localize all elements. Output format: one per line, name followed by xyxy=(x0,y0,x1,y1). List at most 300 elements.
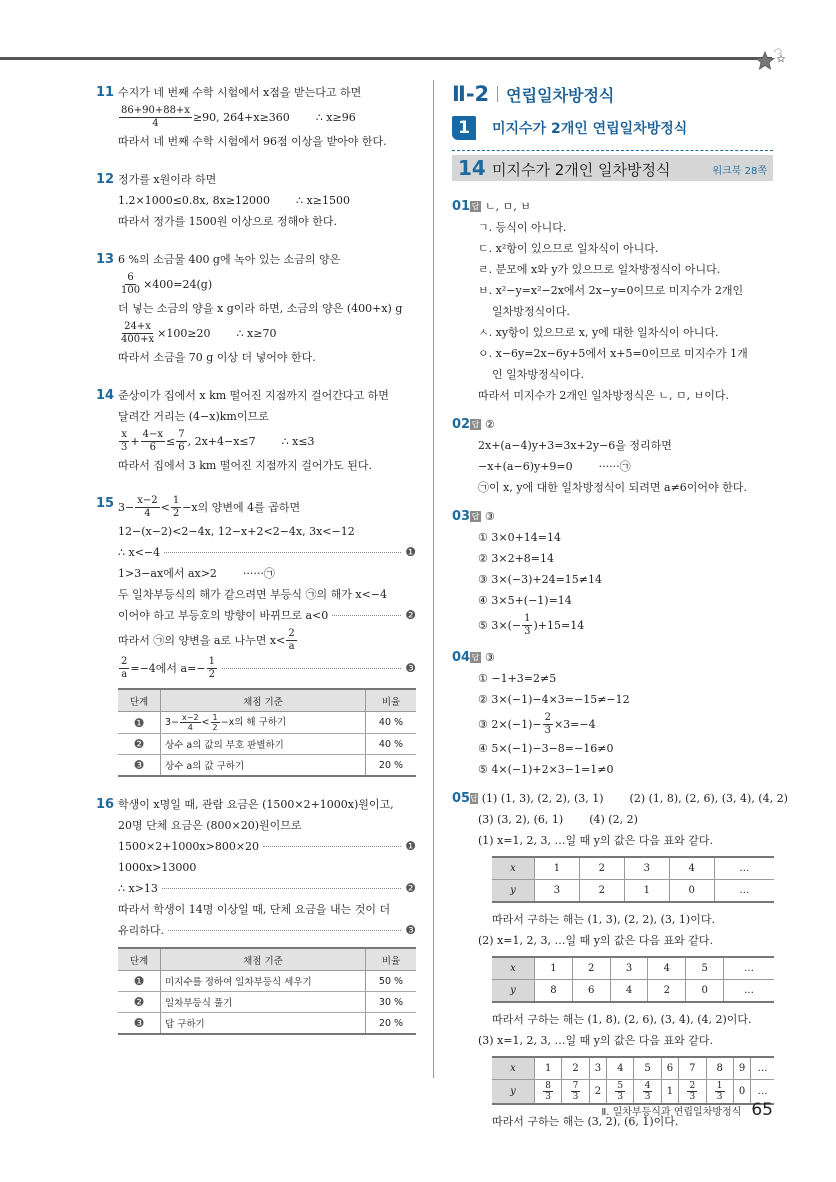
fraction xyxy=(615,1081,625,1102)
value-cell: 6 xyxy=(661,1057,678,1080)
value-table xyxy=(492,956,774,1003)
lesson-bar xyxy=(452,155,773,181)
math-text: (4) (2, 2) xyxy=(589,813,638,826)
fraction-denominator: 3 xyxy=(545,1092,552,1102)
problem-first-line xyxy=(470,788,788,809)
solution-line xyxy=(118,654,416,682)
value-cell: 4 xyxy=(610,980,648,1003)
solution-line xyxy=(118,605,416,626)
value-row-x xyxy=(492,957,774,980)
math-text: −x의 해 구하기 xyxy=(220,717,287,728)
fraction-numerator: 1 xyxy=(212,713,218,722)
answer-badge-icon: 답 xyxy=(471,512,480,521)
value-cell: … xyxy=(751,1057,774,1080)
math-text: 달려간 거리는 (4−x)km이므로 xyxy=(118,410,269,423)
fraction-numerator: 6 xyxy=(127,271,134,283)
scoring-row xyxy=(118,755,416,777)
math-text: ① −1+3=2≠5 xyxy=(478,672,557,685)
math-text: ㄷ. x²항이 있으므로 일차식이 아니다. xyxy=(478,242,659,255)
solution-line xyxy=(118,103,416,131)
value-cell: 1 xyxy=(624,880,669,903)
math-text: 6 %의 소금물 400 g에 녹아 있는 소금의 양은 xyxy=(118,253,341,266)
solution-line xyxy=(478,809,774,830)
value-cell: 0 xyxy=(669,880,714,903)
dotted-leader xyxy=(168,930,401,931)
dotted-leader xyxy=(263,846,401,847)
value-cell: 7 xyxy=(679,1057,706,1080)
solution-line xyxy=(478,322,774,343)
solution-line xyxy=(478,280,774,301)
fraction-numerator: 4 xyxy=(644,1081,651,1091)
fraction xyxy=(135,495,159,520)
solution-line xyxy=(478,259,774,280)
scoring-row xyxy=(118,1013,416,1035)
fraction xyxy=(543,1081,553,1102)
step-marker: ❶ xyxy=(405,545,416,559)
solution-line xyxy=(478,238,774,259)
value-cell: … xyxy=(714,857,774,880)
value-cell: 0 xyxy=(686,980,724,1003)
problem-number: 05 xyxy=(452,791,471,806)
value-cell: 2 xyxy=(648,980,686,1003)
problem-first-line xyxy=(470,647,774,668)
scoring-row xyxy=(118,734,416,755)
solution-line xyxy=(118,815,416,836)
fraction-numerator: 2 xyxy=(288,627,295,639)
value-cell: 2 xyxy=(562,1057,589,1080)
fraction-denominator: 4 xyxy=(152,117,159,129)
scoring-criterion xyxy=(161,734,366,755)
fraction xyxy=(643,1081,653,1102)
answer-badge-icon: 답 xyxy=(470,794,478,803)
ratio: 30 % xyxy=(366,992,417,1013)
lesson-number: 14 xyxy=(458,156,486,180)
scoring-criterion xyxy=(161,755,366,777)
math-text: < xyxy=(201,717,210,728)
math-text: ㉠이 x, y에 대한 일차방정식이 되려면 a≠6이어야 한다. xyxy=(478,481,747,494)
solution-line xyxy=(118,211,416,232)
top-rule xyxy=(0,57,772,60)
math-text: ④ 5×(−1)−3−8=−16≠0 xyxy=(478,742,614,755)
solution-line xyxy=(118,270,416,298)
fraction xyxy=(522,613,532,638)
problem-01 xyxy=(452,196,774,406)
fraction-denominator: 2 xyxy=(208,668,215,680)
fraction-numerator: 2 xyxy=(121,655,128,667)
math-text: < xyxy=(160,500,170,514)
value-table xyxy=(492,1056,774,1105)
solution-line xyxy=(478,759,774,780)
fraction-denominator: 100 xyxy=(121,284,141,296)
row-label: x xyxy=(492,857,535,880)
fraction-numerator: 2 xyxy=(689,1081,696,1091)
solution-line xyxy=(478,456,774,477)
solution-line xyxy=(118,542,416,563)
math-text: 학생이 x명일 때, 관람 요금은 (1500×2+1000x)원이고, xyxy=(118,798,394,811)
math-text: 준상이가 집에서 x km 떨어진 지점까지 걸어간다고 하면 xyxy=(118,389,389,402)
math-text: 미지수를 정하여 일차부등식 세우기 xyxy=(165,977,312,988)
fraction-numerator: x−2 xyxy=(182,713,199,722)
solution-line xyxy=(118,563,416,584)
ratio: 20 % xyxy=(366,755,417,777)
problem-number: 02 xyxy=(452,417,471,432)
math-text: 상수 a의 값의 부호 판별하기 xyxy=(165,740,284,751)
math-text: )+15=14 xyxy=(533,618,585,632)
fraction-denominator: 6 xyxy=(178,441,185,453)
fraction-numerator: 8 xyxy=(545,1081,552,1091)
math-text: 일차부등식 풀기 xyxy=(165,998,233,1009)
scoring-table-header xyxy=(118,948,416,971)
answer-badge-icon: 답 xyxy=(471,420,480,429)
math-text: ③ 3×(−3)+24=15≠14 xyxy=(478,573,603,586)
solution-line xyxy=(478,909,774,930)
solution-line xyxy=(478,527,774,548)
math-text: −x의 양변에 4를 곱하면 xyxy=(182,500,301,514)
math-text: ∴ x≥70 xyxy=(236,326,277,340)
row-label: x xyxy=(492,1057,535,1080)
star-decoration-icon xyxy=(752,44,792,74)
solution-line xyxy=(478,1009,774,1030)
solution-line xyxy=(118,427,416,455)
math-text: + xyxy=(130,434,140,448)
fraction xyxy=(119,105,192,130)
math-text: ㄹ. 분모에 x와 y가 있으므로 일차방정식이 아니다. xyxy=(478,263,721,276)
solution-line xyxy=(118,131,416,152)
value-cell: … xyxy=(724,980,774,1003)
math-text: ×3=−4 xyxy=(553,717,596,731)
step-marker: ❷ xyxy=(405,608,416,622)
fraction-numerator: 24+x xyxy=(124,320,151,332)
math-text: 3− xyxy=(118,500,135,514)
math-text: ㄴ, ㅁ, ㅂ xyxy=(485,200,531,213)
math-text: ≥90, 264+x≥360 xyxy=(192,110,290,124)
scoring-row xyxy=(118,971,416,992)
row-label: y xyxy=(492,1080,535,1105)
math-text: 따라서 미지수가 2개인 일차방정식은 ㄴ, ㅁ, ㅂ이다. xyxy=(478,389,729,402)
column-header: 채점 기준 xyxy=(161,948,366,971)
problem-number: 16 xyxy=(96,797,115,812)
problem-number: 03 xyxy=(452,509,471,524)
solution-line xyxy=(118,298,416,319)
math-text: =−4에서 a=− xyxy=(130,661,206,675)
math-text: (3) (3, 2), (6, 1) xyxy=(478,813,564,826)
scoring-row xyxy=(118,992,416,1013)
math-text: 1000x>13000 xyxy=(118,861,197,874)
chapter-heading xyxy=(452,82,614,106)
problem-number: 11 xyxy=(96,85,115,100)
fraction xyxy=(119,429,129,454)
dotted-leader xyxy=(332,615,401,616)
math-text: 1>3−ax에서 ax>2 xyxy=(118,567,217,580)
math-text: (1) x=1, 2, 3, …일 때 y의 값은 다음 표와 같다. xyxy=(478,834,714,847)
math-text: ×400=24(g) xyxy=(143,277,213,291)
math-text: (3) x=1, 2, 3, …일 때 y의 값은 다음 표와 같다. xyxy=(478,1034,714,1047)
value-cell: 2 xyxy=(572,957,610,980)
math-text: ∴ x<−4 xyxy=(118,546,161,559)
math-text: 따라서 네 번째 수학 시험에서 96점 이상을 받아야 한다. xyxy=(118,135,387,148)
math-text: ∴ x≤3 xyxy=(281,434,315,448)
fraction-numerator: 1 xyxy=(524,612,531,624)
math-text: ③ 2×(−1)− xyxy=(478,717,542,731)
math-text: ② xyxy=(485,418,495,431)
value-cell: 3 xyxy=(610,957,648,980)
solution-line xyxy=(478,435,774,456)
fraction-denominator: 3 xyxy=(572,1092,579,1102)
step-marker: ❶ xyxy=(405,839,416,853)
solution-line xyxy=(478,477,774,498)
problem-12 xyxy=(96,169,416,232)
row-label: y xyxy=(492,880,535,903)
solution-line xyxy=(118,521,416,542)
step-marker: ❸ xyxy=(405,923,416,937)
problem-number: 14 xyxy=(96,388,115,403)
math-text: (2) (1, 8), (2, 6), (3, 4), (4, 2) xyxy=(629,792,788,805)
problem-first-line xyxy=(118,82,416,103)
section-title: 미지수가 2개인 연립일차방정식 xyxy=(492,121,688,137)
fraction-denominator: a xyxy=(121,668,128,680)
problem-02 xyxy=(452,414,774,498)
fraction xyxy=(119,656,129,681)
fraction-numerator: 4−x xyxy=(142,428,163,440)
math-text: 따라서 ㉠의 양변을 a로 나누면 x< xyxy=(118,633,286,647)
scoring-table xyxy=(118,688,416,777)
fraction-numerator: 1 xyxy=(172,494,180,506)
math-text: 답 구하기 xyxy=(165,1019,205,1030)
value-cell: 4 xyxy=(648,957,686,980)
math-text: 수지가 네 번째 수학 시험에서 x점을 받는다고 하면 xyxy=(118,86,362,99)
fraction-numerator: 5 xyxy=(617,1081,624,1091)
math-text: (1) (1, 3), (2, 2), (3, 1) xyxy=(481,792,604,805)
value-row-y xyxy=(492,880,774,903)
solution-line xyxy=(118,455,416,476)
problem-14 xyxy=(96,385,416,476)
fraction xyxy=(571,1081,581,1102)
fraction-denominator: 2 xyxy=(172,507,180,519)
fraction-denominator: 3 xyxy=(121,441,128,453)
page-footer xyxy=(601,1100,773,1120)
math-text: ∴ x>13 xyxy=(118,882,158,895)
fraction xyxy=(715,1081,725,1102)
fraction-denominator: 3 xyxy=(716,1092,723,1102)
value-cell xyxy=(562,1080,589,1105)
value-cell: 3 xyxy=(624,857,669,880)
problem-first-line xyxy=(470,196,774,217)
fraction-denominator: 6 xyxy=(149,441,156,453)
section-number: 1 xyxy=(452,116,476,140)
page-number: 65 xyxy=(751,1100,773,1120)
math-text: 더 넣는 소금의 양을 x g이라 하면, 소금의 양은 (400+x) g xyxy=(118,302,403,315)
column-header: 비율 xyxy=(366,948,417,971)
solution-line xyxy=(478,385,774,406)
step-marker: ❸ xyxy=(405,660,416,675)
fraction-denominator: 400+x xyxy=(121,333,155,345)
fraction-denominator: 3 xyxy=(544,724,551,736)
ratio: 40 % xyxy=(366,734,417,755)
solution-line xyxy=(478,738,774,759)
fraction xyxy=(211,713,220,732)
solution-line xyxy=(118,920,416,941)
solution-line xyxy=(478,569,774,590)
value-cell: 6 xyxy=(572,980,610,1003)
fraction-denominator: 3 xyxy=(644,1092,651,1102)
value-cell: 3 xyxy=(535,880,580,903)
math-text: 따라서 정가를 1500원 이상으로 정해야 한다. xyxy=(118,215,337,228)
value-cell: 2 xyxy=(589,1080,606,1105)
problem-number: 04 xyxy=(452,650,471,665)
value-table xyxy=(492,856,774,903)
solution-line xyxy=(118,584,416,605)
answer-badge-icon: 답 xyxy=(471,202,480,211)
solution-line xyxy=(478,343,774,364)
math-text: ㅂ. x²−y=x²−2x에서 2x−y=0이므로 미지수가 2개인 xyxy=(478,284,744,297)
value-cell: 1 xyxy=(661,1080,678,1105)
solution-line xyxy=(118,836,416,857)
step-marker: ❶ xyxy=(118,971,161,992)
value-cell: 1 xyxy=(535,857,580,880)
math-text: 20명 단체 요금은 (800×20)원이므로 xyxy=(118,819,302,832)
math-text: 따라서 소금을 70 g 이상 더 넣어야 한다. xyxy=(118,351,316,364)
solution-line xyxy=(478,930,774,951)
fraction-denominator: 3 xyxy=(524,625,531,637)
solution-line xyxy=(118,899,416,920)
value-cell: … xyxy=(724,957,774,980)
math-text: 따라서 집에서 3 km 떨어진 지점까지 걸어가도 된다. xyxy=(118,459,372,472)
math-text: (2) x=1, 2, 3, …일 때 y의 값은 다음 표와 같다. xyxy=(478,934,714,947)
fraction-numerator: 1 xyxy=(208,655,215,667)
step-marker: ❶ xyxy=(118,712,161,734)
math-text: ② 3×2+8=14 xyxy=(478,552,555,565)
math-text: ③ xyxy=(485,651,495,664)
ratio: 50 % xyxy=(366,971,417,992)
step-marker: ❷ xyxy=(118,992,161,1013)
math-text: 따라서 학생이 14명 이상일 때, 단체 요금을 내는 것이 더 xyxy=(118,903,391,916)
solution-line xyxy=(478,364,774,385)
fraction xyxy=(543,712,553,737)
value-cell: 9 xyxy=(733,1057,750,1080)
solution-line xyxy=(478,1030,774,1051)
fraction xyxy=(286,628,296,653)
ratio: 40 % xyxy=(366,712,417,734)
solution-line xyxy=(118,878,416,899)
problem-first-line xyxy=(118,493,416,521)
solution-line xyxy=(478,590,774,611)
math-text: 따라서 구하는 해는 (1, 3), (2, 2), (3, 1)이다. xyxy=(492,913,715,926)
step-marker: ❷ xyxy=(405,881,416,895)
math-text: ③ xyxy=(485,510,495,523)
scoring-criterion xyxy=(161,1013,366,1035)
dotted-leader xyxy=(162,888,401,889)
value-cell: 8 xyxy=(535,980,573,1003)
problem-04 xyxy=(452,647,774,780)
solution-line xyxy=(118,347,416,368)
problem-number: 15 xyxy=(96,496,115,511)
problem-first-line xyxy=(118,249,416,270)
fraction xyxy=(171,495,181,520)
math-text: ⑤ 3×(− xyxy=(478,618,522,632)
math-text: ② 3×(−1)−4×3=−15≠−12 xyxy=(478,693,630,706)
right-column xyxy=(452,196,788,1140)
problem-first-line xyxy=(470,506,774,527)
chapter-label: Ⅱ-2 xyxy=(452,82,490,106)
math-text: 일차방정식이다. xyxy=(492,305,570,318)
solution-line xyxy=(478,668,774,689)
math-text: ① 3×0+14=14 xyxy=(478,531,561,544)
value-cell: 3 xyxy=(589,1057,606,1080)
problem-first-line xyxy=(118,169,416,190)
math-text: ······㉠ xyxy=(598,460,631,473)
problem-number: 13 xyxy=(96,252,115,267)
section-heading xyxy=(452,116,773,151)
value-cell: 1 xyxy=(535,1057,562,1080)
value-cell: 0 xyxy=(733,1080,750,1105)
problem-11 xyxy=(96,82,416,152)
dotted-leader xyxy=(164,552,401,553)
value-cell: … xyxy=(751,1080,774,1105)
workbook-reference: 워크북 28쪽 xyxy=(712,166,767,177)
math-text: ≤ xyxy=(165,434,176,448)
left-column xyxy=(96,82,416,1052)
column-header: 단계 xyxy=(118,948,161,971)
fraction xyxy=(176,429,186,454)
math-text: 2x+(a−4)y+3=3x+2y−6을 정리하면 xyxy=(478,439,672,452)
value-cell: 4 xyxy=(607,1057,634,1080)
footer-chapter: Ⅱ. 일차부등식과 연립일차방정식 xyxy=(601,1107,742,1118)
value-cell xyxy=(535,1080,562,1105)
value-cell: 2 xyxy=(579,880,624,903)
math-text: ⑤ 4×(−1)+2×3−1=1≠0 xyxy=(478,763,614,776)
math-text: 1500×2+1000x>800×20 xyxy=(118,840,260,853)
fraction xyxy=(119,272,142,297)
fraction-numerator: 7 xyxy=(178,428,185,440)
scoring-table xyxy=(118,947,416,1035)
answer-badge-icon: 답 xyxy=(471,653,480,662)
math-text: 두 일차부등식의 해가 같으려면 부등식 ㉠의 해가 x<−4 xyxy=(118,588,388,601)
problem-first-line xyxy=(470,414,774,435)
chapter-title: 연립일차방정식 xyxy=(506,85,615,105)
fraction-numerator: x xyxy=(121,428,127,440)
math-text: 이어야 하고 부등호의 방향이 바뀌므로 a<0 xyxy=(118,609,329,622)
solution-line xyxy=(118,857,416,878)
value-row-x xyxy=(492,857,774,880)
scoring-criterion xyxy=(161,992,366,1013)
fraction xyxy=(207,656,217,681)
math-text: ㄱ. 등식이 아니다. xyxy=(478,221,567,234)
math-text: ∴ x≥96 xyxy=(315,110,356,124)
ratio: 20 % xyxy=(366,1013,417,1035)
scoring-criterion xyxy=(161,971,366,992)
math-text: 1.2×1000≤0.8x, 8x≥12000 xyxy=(118,194,271,207)
problem-13 xyxy=(96,249,416,368)
problem-16 xyxy=(96,794,416,1035)
solution-line xyxy=(478,301,774,322)
dotted-leader xyxy=(222,668,401,669)
step-marker: ❷ xyxy=(118,734,161,755)
value-cell: 8 xyxy=(706,1057,733,1080)
value-cell: 1 xyxy=(535,957,573,980)
math-text: ······㉠ xyxy=(242,567,275,580)
fraction-numerator: 7 xyxy=(572,1081,579,1091)
math-text: 따라서 구하는 해는 (3, 2), (6, 1)이다. xyxy=(492,1115,679,1128)
solution-line xyxy=(478,830,774,851)
math-text: 따라서 구하는 해는 (1, 8), (2, 6), (3, 4), (4, 2)이다. xyxy=(492,1013,752,1026)
fraction-denominator: 2 xyxy=(212,723,218,732)
value-cell: 4 xyxy=(669,857,714,880)
solution-line xyxy=(118,190,416,211)
column-divider xyxy=(433,80,434,1078)
problem-15 xyxy=(96,493,416,777)
value-row-y xyxy=(492,980,774,1003)
scoring-table-header xyxy=(118,689,416,712)
